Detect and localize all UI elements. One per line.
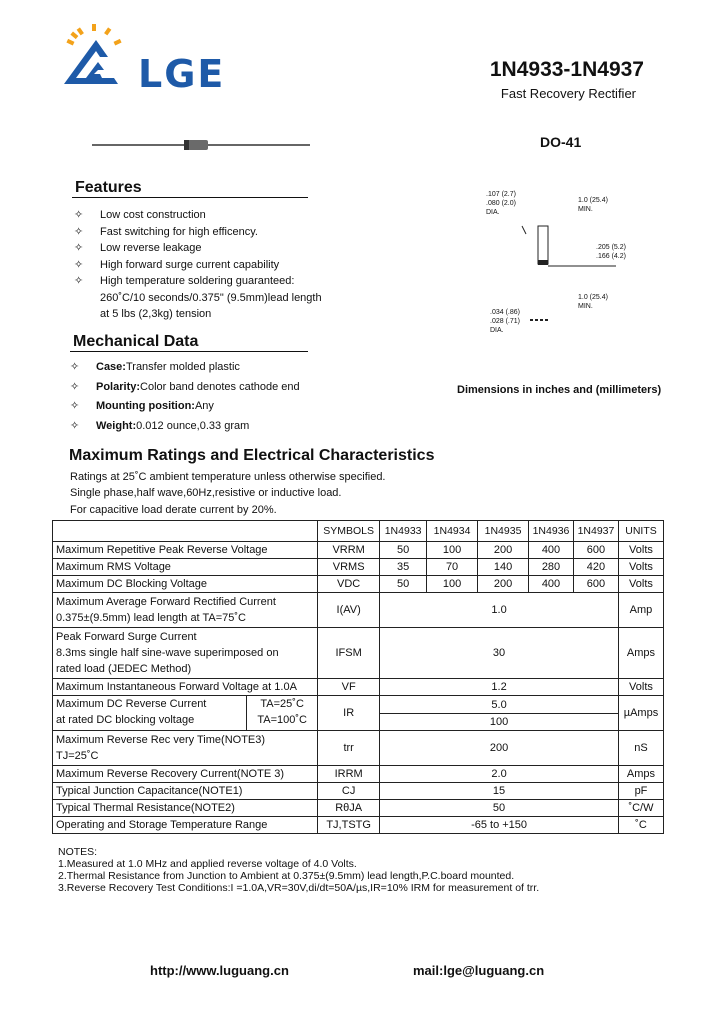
symbol-cell: VRRM (318, 542, 380, 559)
bullet-icon: ✧ (74, 242, 84, 254)
table-header: SYMBOLS (318, 521, 380, 542)
symbol-cell: VRMS (318, 559, 380, 576)
value-cell: 1.0 (380, 593, 619, 628)
value-cell: 35 (380, 559, 427, 576)
table-row (53, 593, 664, 628)
param-cell: Typical Junction Capacitance(NOTE1) (53, 783, 318, 800)
symbol-cell: trr (318, 731, 380, 766)
value-cell: 600 (573, 542, 618, 559)
logo-mark-icon (56, 22, 136, 92)
value-cell: -65 to +150 (380, 817, 619, 834)
value-cell: 100 (427, 542, 478, 559)
bullet-icon: ✧ (70, 400, 80, 412)
unit-cell: Volts (618, 542, 663, 559)
value-cell: 140 (478, 559, 529, 576)
logo (56, 22, 136, 92)
value-cell: 30 (380, 628, 619, 679)
value-cell: 200 (380, 731, 619, 766)
bullet-icon: ✧ (74, 258, 84, 271)
unit-cell: nS (618, 731, 663, 766)
symbol-cell: RθJA (318, 800, 380, 817)
value-cell: 200 (478, 576, 529, 593)
dim-lead-length-top: 1.0 (25.4) MIN. (578, 197, 608, 213)
notes (58, 846, 539, 894)
table-header: 1N4936 (529, 521, 574, 542)
list-item-continued: at 5 lbs (2,3kg) tension (100, 308, 212, 320)
value-cell: 280 (529, 559, 574, 576)
value-cell: 50 (380, 542, 427, 559)
value-cell: 15 (380, 783, 619, 800)
table-row (53, 817, 664, 834)
table-row (53, 576, 664, 593)
ratings-title: Maximum Ratings and Electrical Characteristics (69, 447, 435, 464)
diode-image (92, 138, 310, 150)
dimension-caption: Dimensions in inches and (millimeters) (457, 384, 662, 396)
param-cell: Typical Thermal Resistance(NOTE2) (53, 800, 318, 817)
symbol-cell: TJ,TSTG (318, 817, 380, 834)
list-item: ✧ Case:Transfer molded plastic (70, 358, 370, 378)
list-item: ✧ Low cost construction (74, 207, 374, 224)
table-row (53, 696, 664, 731)
value-cell: 50 (380, 800, 619, 817)
condition-line: Single phase,half wave,60Hz,resistive or inductive load. (70, 487, 342, 499)
table-header-row (53, 521, 664, 542)
part-subtitle: Fast Recovery Rectifier (500, 86, 636, 101)
value-cell: 420 (573, 559, 618, 576)
list-item: ✧ High forward surge current capability (74, 257, 374, 274)
list-item-continued: 260˚C/10 seconds/0.375" (9.5mm)lead length (100, 291, 322, 304)
dim-body-diameter: .107 (2.7) .080 (2.0) DIA. (486, 191, 516, 216)
param-cell: Maximum Instantaneous Forward Voltage at 1.0A (53, 679, 318, 696)
list-item: ✧ Weight:0.012 ounce,0.33 gram (70, 417, 370, 437)
unit-cell: Amps (618, 766, 663, 783)
value-cell: 100 (427, 576, 478, 593)
condition-line: For capacitive load derate current by 20%. (70, 504, 277, 516)
table-row (53, 542, 664, 559)
table-header: 1N4937 (573, 521, 618, 542)
note-item: 1.Measured at 1.0 MHz and applied reverse voltage of 4.0 Volts. (58, 858, 357, 870)
list-item: ✧ Mounting position:Any (70, 397, 370, 417)
symbol-cell: IRRM (318, 766, 380, 783)
part-number: 1N4933-1N4937 (489, 58, 644, 81)
list-item: ✧ Polarity:Color band denotes cathode end (70, 378, 370, 398)
bullet-icon: ✧ (70, 380, 80, 393)
unit-cell: ˚C (618, 817, 663, 834)
table-header: 1N4934 (427, 521, 478, 542)
mechanical-title: Mechanical Data (73, 333, 199, 350)
package-name: DO-41 (540, 134, 582, 150)
symbol-cell: IFSM (318, 628, 380, 679)
value-cell: 400 (529, 542, 574, 559)
dim-body-length: .205 (5.2) .166 (4.2) (596, 244, 626, 260)
mechanical-list (70, 358, 370, 436)
bullet-icon: ✧ (74, 275, 84, 287)
symbol-cell: VDC (318, 576, 380, 593)
param-cell: Peak Forward Surge Current 8.3ms single half sine-wave superimposed on rated load (JEDEC Method) (53, 628, 318, 679)
email-link[interactable]: mail:lge@luguang.cn (413, 963, 545, 978)
symbol-cell: VF (318, 679, 380, 696)
table-row (53, 783, 664, 800)
table-row (53, 800, 664, 817)
table-row (53, 731, 664, 766)
value-cell: 600 (573, 576, 618, 593)
list-item: ✧ Low reverse leakage (74, 240, 374, 257)
unit-cell: Amps (618, 628, 663, 679)
table-row (53, 766, 664, 783)
table-row (53, 559, 664, 576)
param-cell: Maximum Reverse Rec very Time(NOTE3) TJ=25˚C (53, 731, 318, 766)
condition-line: Ratings at 25˚C ambient temperature unless otherwise specified. (70, 471, 386, 483)
dim-lead-diameter: .034 (.86) .028 (.71) DIA. (490, 309, 520, 334)
value-cell: 50 (380, 576, 427, 593)
dim-lead-length-bottom: 1.0 (25.4) MIN. (578, 294, 608, 310)
table-header: 1N4935 (478, 521, 529, 542)
table-header: 1N4933 (380, 521, 427, 542)
mechanical-underline (70, 351, 308, 352)
note-item: 2.Thermal Resistance from Junction to Ambient at 0.375±(9.5mm) lead length,P.C.board mounted. (58, 870, 515, 882)
notes-title: NOTES: (58, 846, 98, 858)
note-item: 3.Reverse Recovery Test Conditions:I =1.0A,VR=30V,di/dt=50A/µs,IR=10% IRM for measurement of trr. (58, 882, 540, 894)
unit-cell: ˚C/W (618, 800, 663, 817)
symbol-cell: CJ (318, 783, 380, 800)
diode-icon (92, 139, 310, 151)
features-underline (72, 197, 308, 198)
table-header: UNITS (618, 521, 663, 542)
param-cell: Maximum Repetitive Peak Reverse Voltage (53, 542, 318, 559)
param-cell: Operating and Storage Temperature Range (53, 817, 318, 834)
param-cell: Maximum RMS Voltage (53, 559, 318, 576)
unit-cell: µAmps (618, 696, 663, 731)
unit-cell: Volts (618, 559, 663, 576)
param-cell: Maximum DC Reverse Current at rated DC blocking voltage TA=25˚C TA=100˚C (53, 696, 318, 731)
website-link[interactable]: http://www.luguang.cn (150, 963, 289, 978)
value-cell: 70 (427, 559, 478, 576)
param-cell: Maximum Average Forward Rectified Current 0.375±(9.5mm) lead length at TA=75˚C (53, 593, 318, 628)
bullet-icon: ✧ (70, 361, 80, 373)
features-list (74, 207, 374, 323)
value-cell: 5.0 100 (380, 696, 619, 731)
list-item: ✧ High temperature soldering guaranteed: (74, 273, 374, 290)
unit-cell: pF (618, 783, 663, 800)
ratings-table (52, 520, 664, 834)
table-row (53, 679, 664, 696)
unit-cell: Amp (618, 593, 663, 628)
unit-cell: Volts (618, 576, 663, 593)
bullet-icon: ✧ (74, 225, 84, 238)
symbol-cell: IR (318, 696, 380, 731)
symbol-cell: I(AV) (318, 593, 380, 628)
table-cell (53, 521, 318, 542)
param-cell: Maximum Reverse Recovery Current(NOTE 3) (53, 766, 318, 783)
value-cell: 400 (529, 576, 574, 593)
table-row (53, 628, 664, 679)
list-item: ✧ Fast switching for high efficency. (74, 224, 374, 241)
unit-cell: Volts (618, 679, 663, 696)
bullet-icon: ✧ (70, 419, 80, 432)
bullet-icon: ✧ (74, 209, 84, 221)
features-title: Features (75, 179, 142, 196)
value-cell: 1.2 (380, 679, 619, 696)
logo-text: LGE (138, 52, 226, 96)
value-cell: 2.0 (380, 766, 619, 783)
value-cell: 200 (478, 542, 529, 559)
param-cell: Maximum DC Blocking Voltage (53, 576, 318, 593)
